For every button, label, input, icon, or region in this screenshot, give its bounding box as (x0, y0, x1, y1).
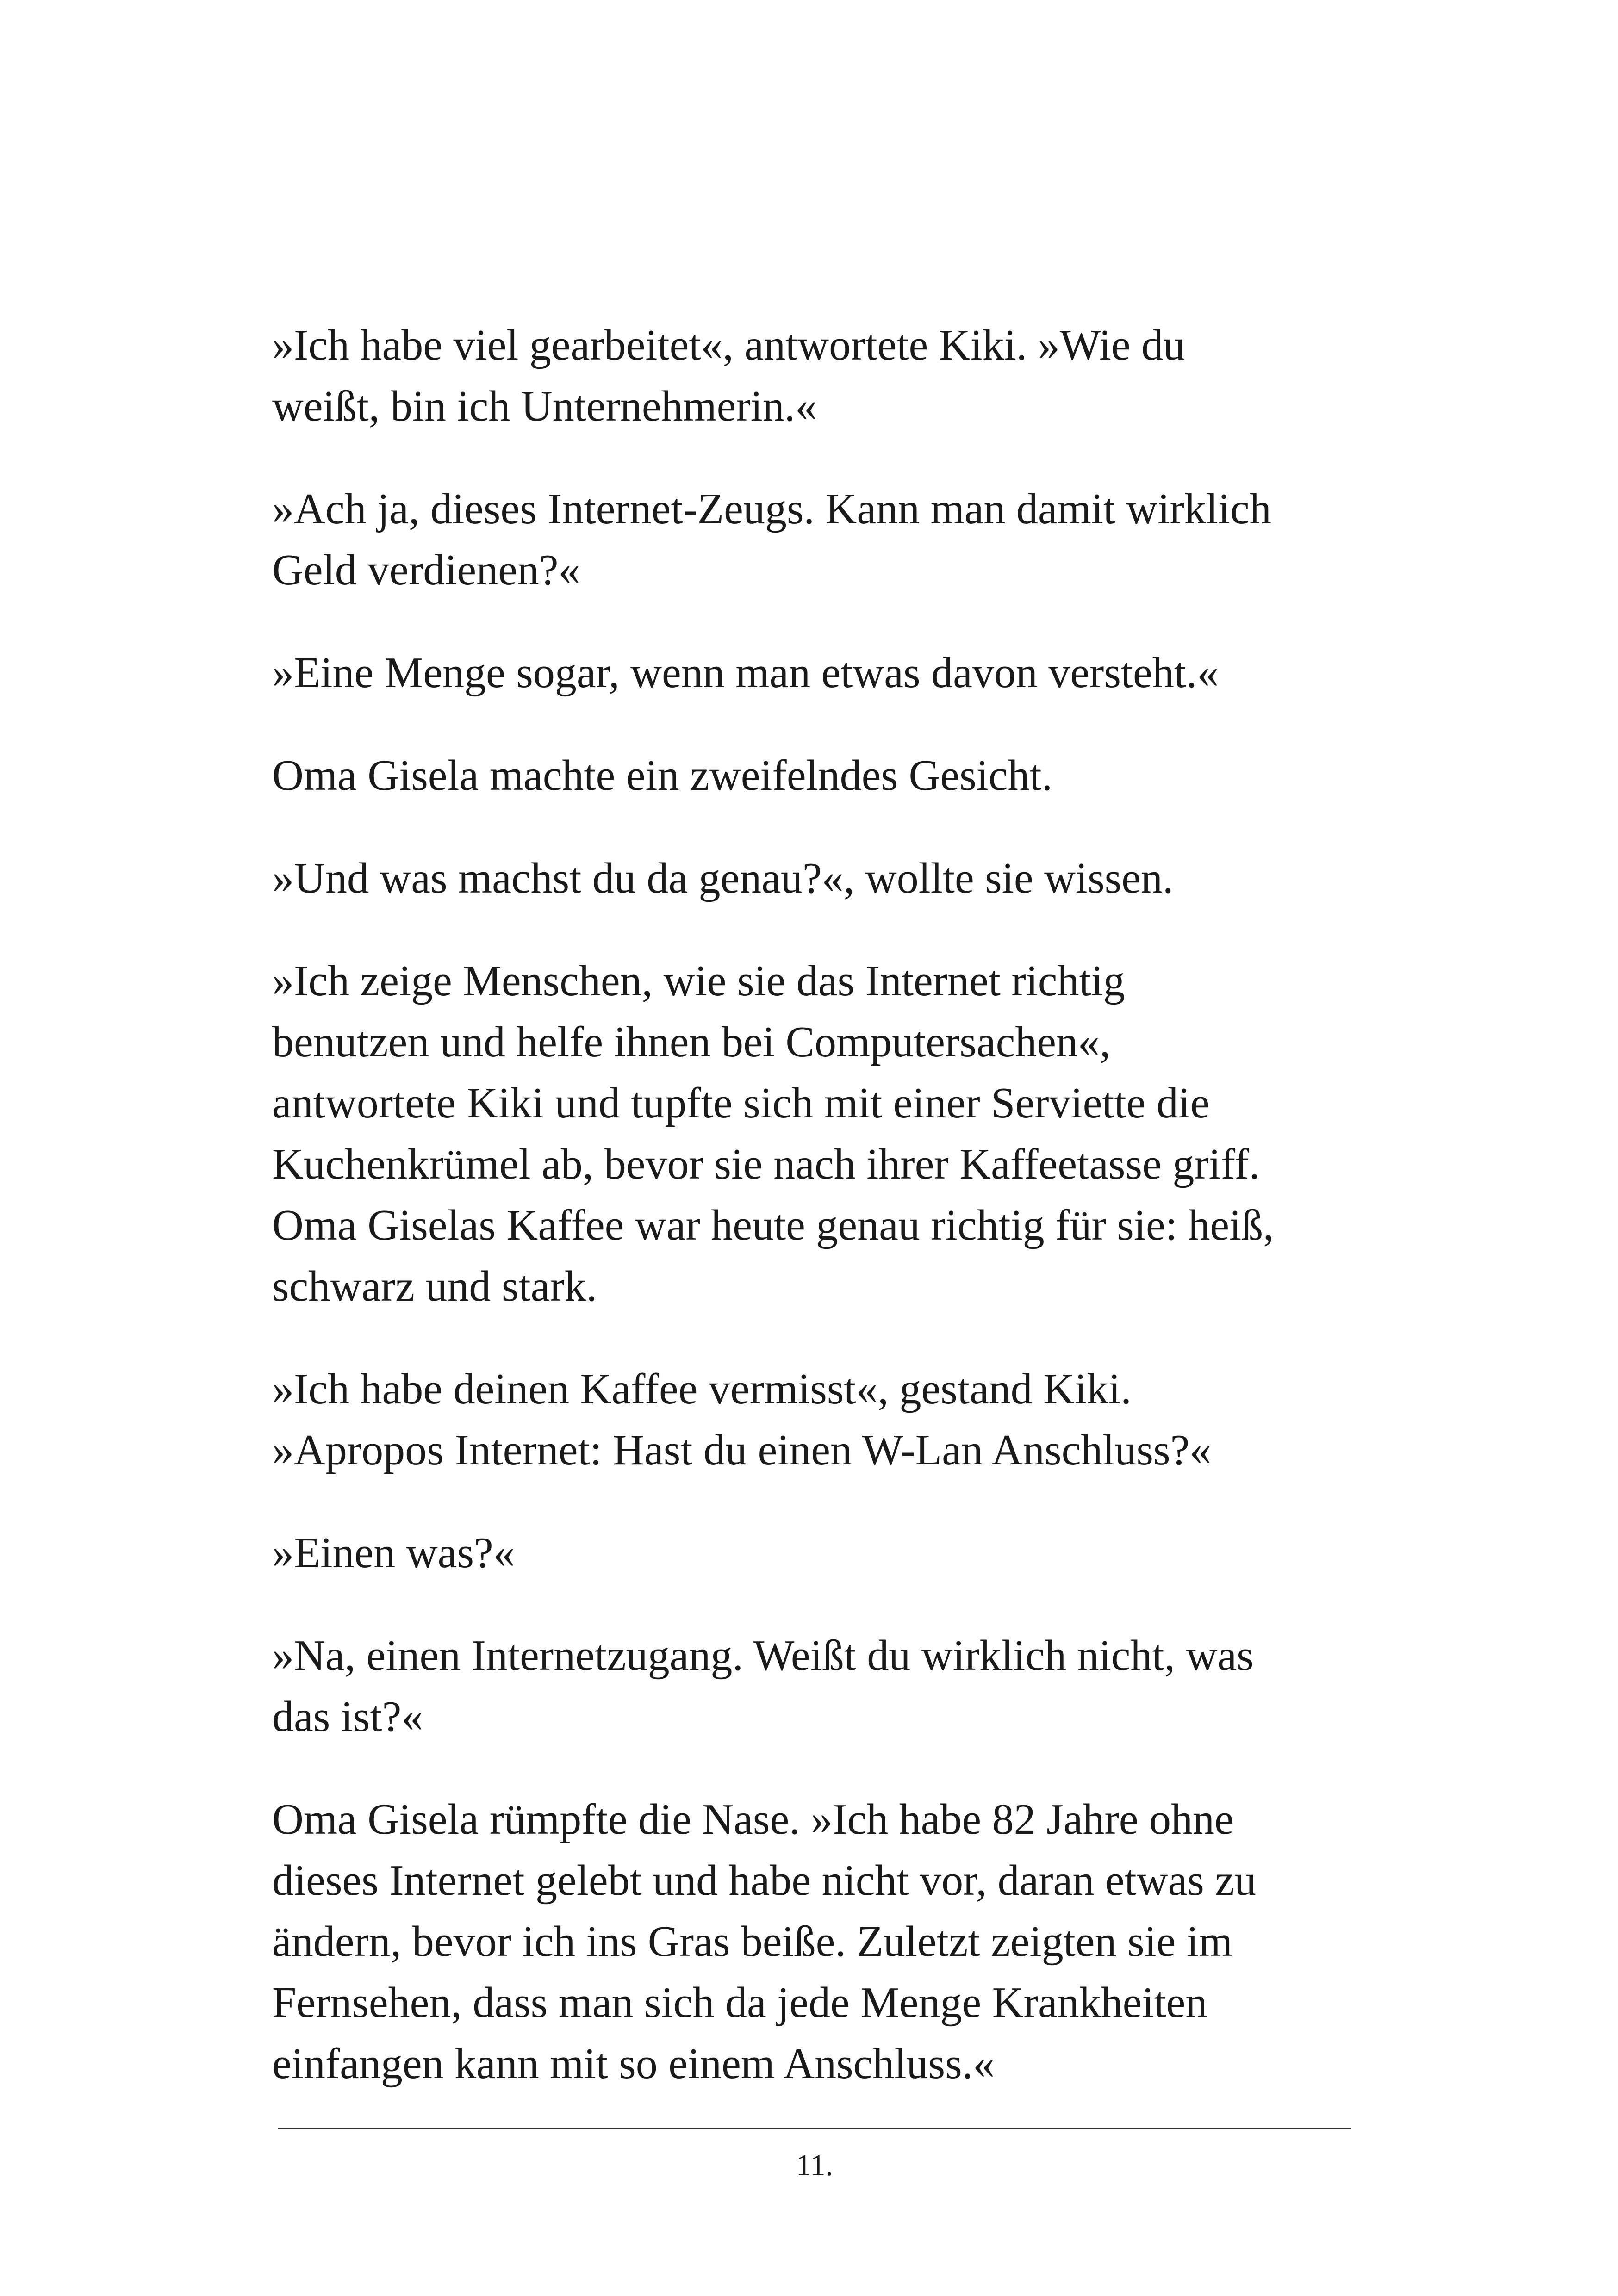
page-number: 11. (796, 2148, 834, 2182)
paragraph: »Eine Menge sogar, wenn man etwas davon versteht.« (272, 649, 1219, 697)
paragraph: »Ach ja, dieses Internet-Zeugs. Kann man damit wirklich Geld verdienen?« (272, 485, 1271, 594)
paragraph: »Und was machst du da genau?«, wollte sie wissen. (272, 854, 1174, 902)
paragraph: Oma Gisela machte ein zweifelndes Gesicht. (272, 751, 1053, 800)
paragraph: »Na, einen Internetzugang. Weißt du wirklich nicht, was das ist?« (272, 1632, 1254, 1741)
paragraph: »Ich habe viel gearbeitet«, antwortete Kiki. »Wie du weißt, bin ich Unternehmerin.« (272, 321, 1185, 430)
paragraph: »Einen was?« (272, 1529, 515, 1577)
footer-divider (278, 2128, 1351, 2129)
paragraph: »Ich habe deinen Kaffee vermisst«, gestand Kiki. »Apropos Internet: Hast du einen W-Lan Anschluss?« (272, 1365, 1212, 1474)
paragraph: »Ich zeige Menschen, wie sie das Internet richtig benutzen und helfe ihnen bei Computersachen«, antwortete Kiki und tupfte sich mit einer Serviette die Kuchenkrümel ab, bevor sie nach ihrer Kaffeetasse griff. Oma Giselas Kaffee war heute genau richtig für sie: heiß, schwarz und stark. (272, 957, 1274, 1310)
body-text (272, 315, 1364, 2136)
paragraph: Oma Gisela rümpfte die Nase. »Ich habe 82 Jahre ohne dieses Internet gelebt und habe nicht vor, daran etwas zu ändern, bevor ich ins Gras beiße. Zuletzt zeigten sie im Fernsehen, dass man sich da jede Menge Krankheiten einfangen kann mit so einem Anschluss.« (272, 1795, 1257, 2088)
